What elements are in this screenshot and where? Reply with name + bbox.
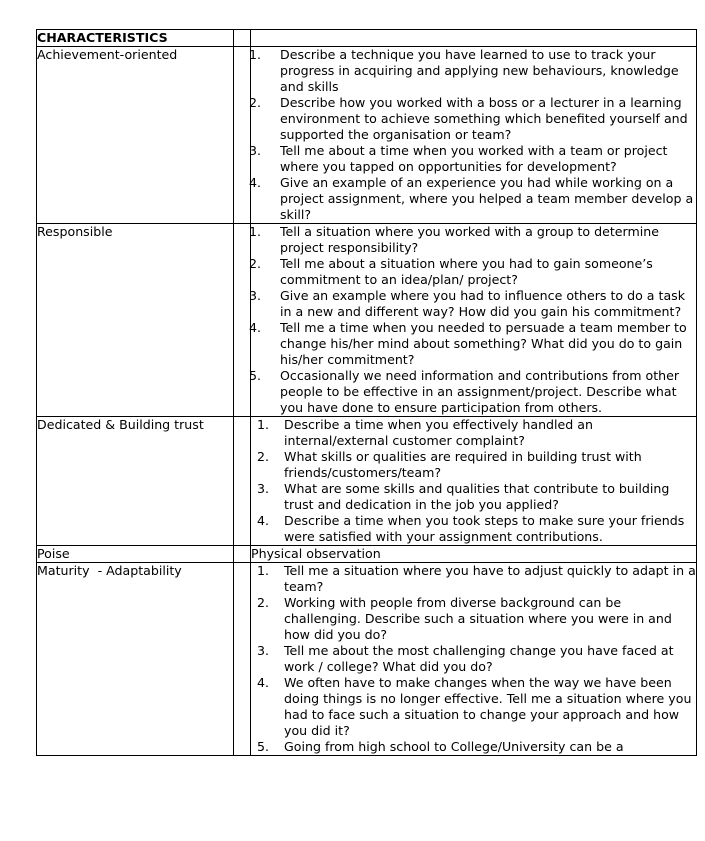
list-item (251, 224, 696, 256)
gap-cell (234, 417, 251, 546)
list-item (251, 675, 696, 739)
question-text: Tell me a situation where you have to adjust quickly to adapt in a team? (284, 563, 696, 594)
item-number: 2. (249, 95, 262, 110)
question-text: Describe a technique you have learned to use to track your progress in acquiring and applying new behaviours, knowledge and skills (280, 47, 679, 94)
list-item (251, 320, 696, 368)
gap-cell (234, 224, 251, 417)
label-maturity-adaptability: Maturity - Adaptability (37, 563, 234, 756)
list-item (251, 288, 696, 320)
label-responsible: Responsible (37, 224, 234, 417)
label-achievement-oriented: Achievement-oriented (37, 47, 234, 224)
list-item (251, 175, 696, 223)
label-dedicated-building-trust: Dedicated & Building trust (37, 417, 234, 546)
question-text: Occasionally we need information and contributions from other people to be effective in an assignment/project. Describe what you have done to ensure participation from others. (280, 368, 680, 415)
list-item (251, 143, 696, 175)
question-text: Working with people from diverse background can be challenging. Describe such a situation where you were in and how did you do? (284, 595, 672, 642)
item-number: 2. (257, 595, 270, 610)
item-number: 3. (249, 143, 262, 158)
question-text: Tell me about the most challenging change you have faced at work / college? What did you do? (284, 643, 674, 674)
item-number: 2. (249, 256, 262, 271)
question-list (251, 224, 696, 416)
item-number: 5. (257, 739, 270, 754)
row-dedicated-building-trust (37, 417, 697, 546)
list-item (251, 595, 696, 643)
label-poise: Poise (37, 546, 234, 563)
question-text: Tell me about a time when you worked with a team or project where you tapped on opportunities for development? (280, 143, 668, 174)
question-text: Going from high school to College/University can be a (284, 739, 624, 754)
item-number: 1. (249, 47, 262, 62)
list-item (251, 417, 696, 449)
header-questions-cell (251, 30, 697, 47)
item-number: 2. (257, 449, 270, 464)
header-gap-cell (234, 30, 251, 47)
row-achievement-oriented (37, 47, 697, 224)
question-text: Give an example of an experience you had while working on a project assignment, where you helped a team member develop a skill? (280, 175, 694, 222)
list-item (251, 513, 696, 545)
item-number: 5. (249, 368, 262, 383)
header-row (37, 30, 697, 47)
question-text: What skills or qualities are required in building trust with friends/customers/team? (284, 449, 642, 480)
item-number: 1. (249, 224, 262, 239)
row-maturity-adaptability (37, 563, 697, 756)
list-item (251, 449, 696, 481)
item-number: 4. (257, 513, 270, 528)
question-text: Give an example where you had to influence others to do a task in a new and different way? How did you gain his commitment? (280, 288, 686, 319)
list-item (251, 256, 696, 288)
item-number: 4. (257, 675, 270, 690)
list-item (251, 481, 696, 513)
question-text: What are some skills and qualities that contribute to building trust and dedication in the job you applied? (284, 481, 670, 512)
characteristics-table (36, 29, 697, 756)
row-poise (37, 546, 697, 563)
question-text: Describe a time when you effectively handled an internal/external customer complaint? (284, 417, 593, 448)
poise-text: Physical observation (251, 546, 697, 563)
list-item (251, 95, 696, 143)
list-item (251, 368, 696, 416)
item-number: 4. (249, 320, 262, 335)
list-item (251, 739, 696, 755)
item-number: 3. (257, 481, 270, 496)
question-text: Tell me a time when you needed to persuade a team member to change his/her mind about something? What did you do to gain his/her commitment? (280, 320, 687, 367)
questions-cell (251, 563, 697, 756)
list-item (251, 47, 696, 95)
question-text: We often have to make changes when the way we have been doing things is no longer effective. Tell me a situation where you had to face such a situation to change your approach and how you did it? (284, 675, 692, 738)
gap-cell (234, 47, 251, 224)
header-characteristics: CHARACTERISTICS (37, 30, 234, 47)
question-list (251, 417, 696, 545)
list-item (251, 643, 696, 675)
question-list (251, 47, 696, 223)
question-text: Tell a situation where you worked with a group to determine project responsibility? (280, 224, 659, 255)
question-text: Tell me about a situation where you had to gain someone’s commitment to an idea/plan/ project? (280, 256, 653, 287)
question-text: Describe a time when you took steps to make sure your friends were satisfied with your assignment contributions. (284, 513, 685, 544)
item-number: 3. (249, 288, 262, 303)
question-text: Describe how you worked with a boss or a lecturer in a learning environment to achieve something which benefited yourself and supported the organisation or team? (280, 95, 688, 142)
list-item (251, 563, 696, 595)
gap-cell (234, 546, 251, 563)
questions-cell (251, 47, 697, 224)
questions-cell (251, 224, 697, 417)
item-number: 1. (257, 563, 270, 578)
questions-cell (251, 417, 697, 546)
item-number: 4. (249, 175, 262, 190)
item-number: 3. (257, 643, 270, 658)
item-number: 1. (257, 417, 270, 432)
row-responsible (37, 224, 697, 417)
question-list (251, 563, 696, 755)
gap-cell (234, 563, 251, 756)
